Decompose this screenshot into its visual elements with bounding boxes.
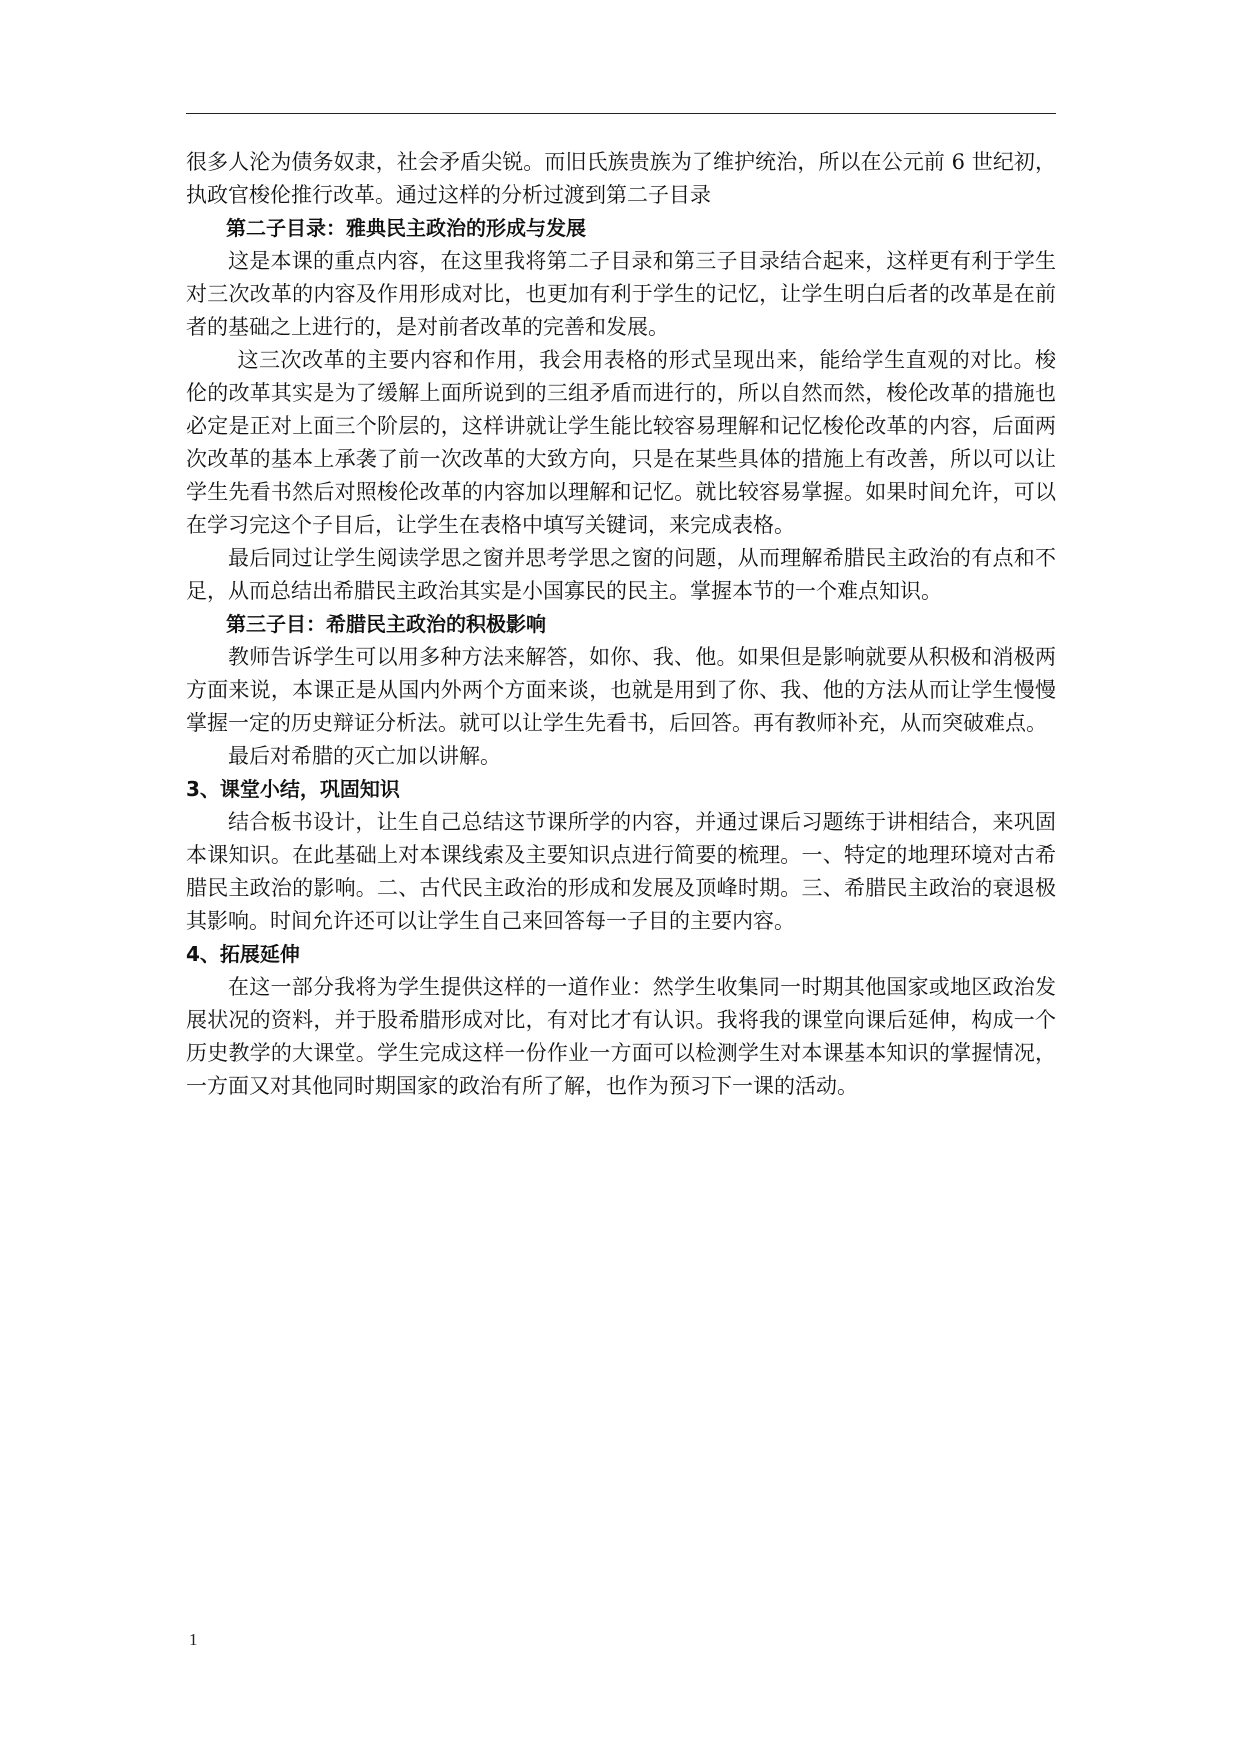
body-paragraph: 教师告诉学生可以用多种方法来解答，如你、我、他。如果但是影响就要从积极和消极两方面来说，本课正是从国内外两个方面来谈，也就是用到了你、我、他的方法从而让学生慢慢掌握一定的历史辩证分析法。就可以让学生先看书，后回答。再有教师补充，从而突破难点。	[186, 645, 1056, 735]
body-paragraph: 这三次改革的主要内容和作用，我会用表格的形式呈现出来，能给学生直观的对比。梭伦的改革其实是为了缓解上面所说到的三组矛盾而进行的，所以自然而然，梭伦改革的措施也必定是正对上面三个阶层的，这样讲就让学生能比较容易理解和记忆梭伦改革的内容，后面两次改革的基本上承袭了前一次改革的大致方向，只是在某些具体的措施上有改善，所以可以让学生先看书然后对照梭伦改革的内容加以理解和记忆。就比较容易掌握。如果时间允许，可以在学习完这个子目后，让学生在表格中填写关键词，来完成表格。	[186, 348, 1056, 537]
body-paragraph: 很多人沦为债务奴隶，社会矛盾尖锐。而旧氏族贵族为了维护统治，所以在公元前 6 世纪初，执政官梭伦推行改革。通过这样的分析过渡到第二子目录	[186, 150, 1056, 207]
section-heading: 4、拓展延伸	[186, 942, 300, 966]
section-heading: 第三子目：希腊民主政治的积极影响	[226, 612, 546, 636]
header-rule	[186, 113, 1056, 114]
section-heading: 3、课堂小结，巩固知识	[186, 777, 400, 801]
body-paragraph: 最后对希腊的灭亡加以讲解。	[228, 744, 501, 768]
document-body	[186, 146, 1056, 1103]
section-heading: 第二子目录：雅典民主政治的形成与发展	[226, 216, 586, 240]
body-paragraph: 结合板书设计，让生自己总结这节课所学的内容，并通过课后习题练于讲相结合，来巩固本课知识。在此基础上对本课线索及主要知识点进行简要的梳理。一、特定的地理环境对古希腊民主政治的影响。二、古代民主政治的形成和发展及顶峰时期。三、希腊民主政治的衰退极其影响。时间允许还可以让学生自己来回答每一子目的主要内容。	[186, 810, 1056, 933]
body-paragraph: 最后同过让学生阅读学思之窗并思考学思之窗的问题，从而理解希腊民主政治的有点和不足，从而总结出希腊民主政治其实是小国寡民的民主。掌握本节的一个难点知识。	[186, 546, 1056, 603]
body-paragraph: 这是本课的重点内容，在这里我将第二子目录和第三子目录结合起来，这样更有利于学生对三次改革的内容及作用形成对比，也更加有利于学生的记忆，让学生明白后者的改革是在前者的基础之上进行的，是对前者改革的完善和发展。	[186, 249, 1056, 339]
body-paragraph: 在这一部分我将为学生提供这样的一道作业：然学生收集同一时期其他国家或地区政治发展状况的资料，并于股希腊形成对比，有对比才有认识。我将我的课堂向课后延伸，构成一个历史教学的大课堂。学生完成这样一份作业一方面可以检测学生对本课基本知识的掌握情况，一方面又对其他同时期国家的政治有所了解，也作为预习下一课的活动。	[186, 975, 1056, 1098]
page-number: 1	[189, 1630, 198, 1649]
